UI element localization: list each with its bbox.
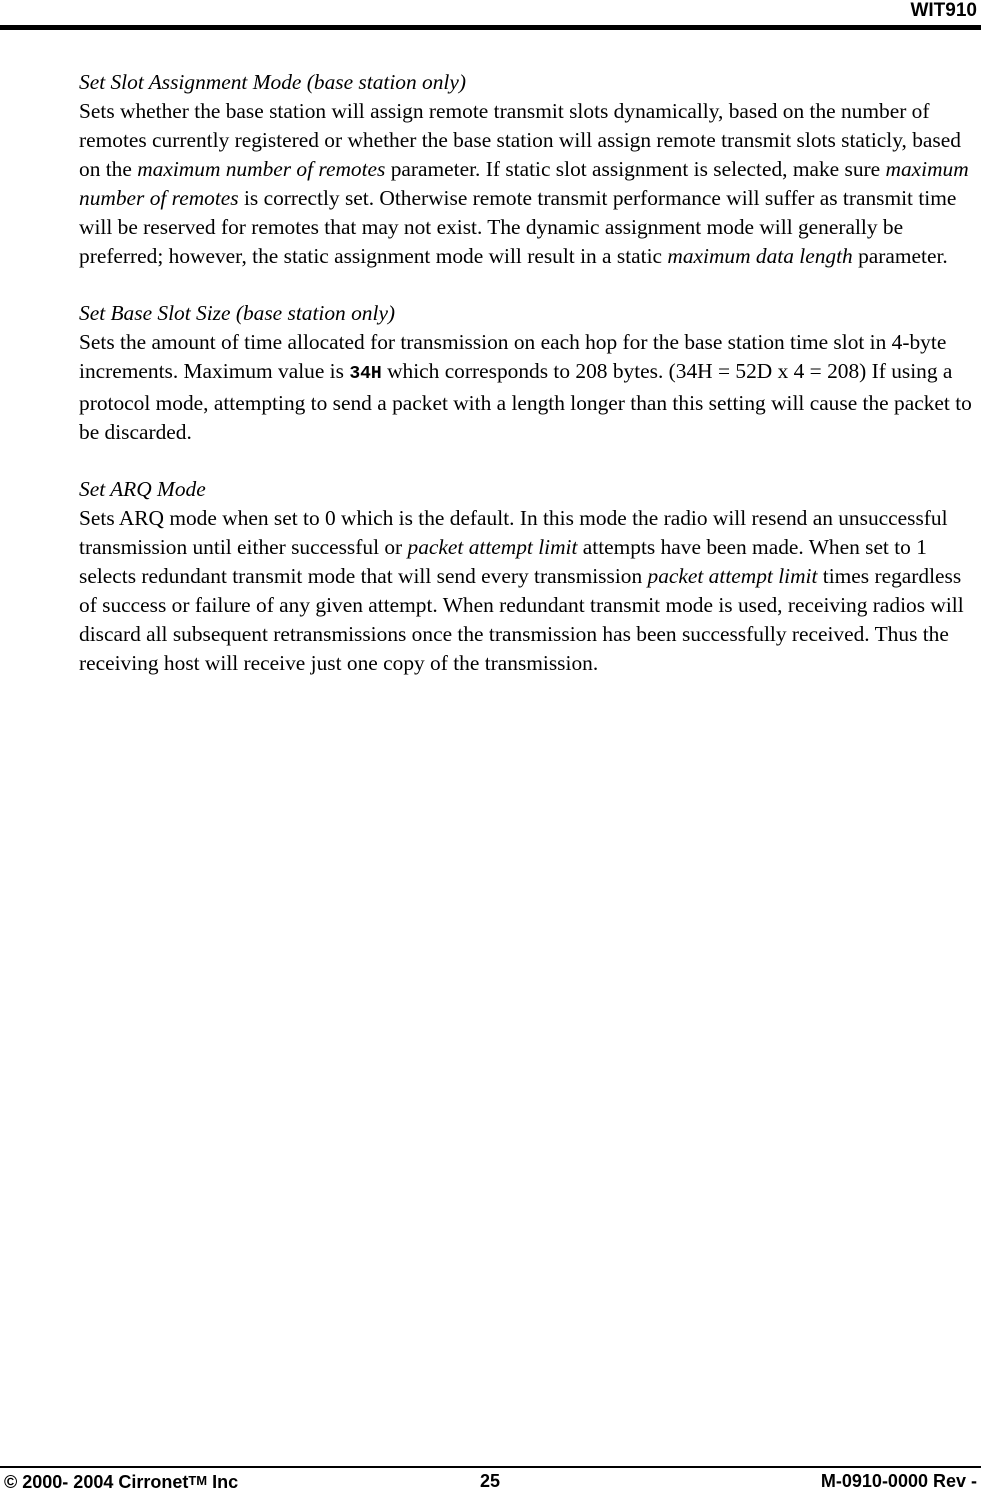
section-title: Set Slot Assignment Mode (base station only) [79, 70, 466, 94]
document-id: M-0910-0000 Rev - [820, 1471, 977, 1491]
body-text: times regardless of success or failure of any given attempt. When redundant transmit mode is used, receiving radios will discard all subsequent retransmissions once the transmission has been successfully received. Thus the receiving host will receive just one copy of the transmission. [79, 564, 964, 675]
section-body [79, 97, 974, 271]
body-text: parameter. If static slot assignment is selected, make sure [385, 157, 886, 181]
body-text: is correctly set. Otherwise remote transmit performance will suffer as transmit time will be reserved for remotes that may not exist. The dynamic assignment mode will generally be preferred; however, the static assignment mode will result in a static [79, 186, 957, 268]
body-text: parameter. [852, 244, 948, 268]
footer-copyright [4, 1471, 238, 1491]
body-text: Sets the amount of time allocated for transmission on each hop for the base station time slot in 4-byte increments. Maximum value is [79, 330, 947, 383]
section-body [79, 504, 974, 678]
hex-value: 34H [349, 364, 382, 384]
section-slot-assignment-mode [79, 68, 974, 271]
body-text: Sets whether the base station will assign remote transmit slots dynamically, based on the number of remotes currently registered or whether the base station will assign remote transmit slots staticly, based on the [79, 99, 961, 181]
header-rule [0, 25, 981, 30]
page-footer [0, 1471, 981, 1491]
param-reference: maximum number of remotes [137, 157, 386, 181]
copyright-icon: © [4, 1472, 18, 1491]
copyright-text: 2000- 2004 Cirronet [17, 1472, 189, 1491]
section-title: Set Base Slot Size (base station only) [79, 301, 396, 325]
body-text: Sets ARQ mode when set to 0 which is the default. In this mode the radio will resend an unsuccessful transmission until either successful or [79, 506, 948, 559]
footer-rule [0, 1466, 981, 1468]
section-arq-mode [79, 475, 974, 678]
header-title: WIT910 [910, 0, 977, 21]
section-body [79, 328, 974, 447]
param-reference: maximum data length [667, 244, 853, 268]
section-base-slot-size [79, 299, 974, 447]
body-text: which corresponds to 208 bytes. (34H = 52D x 4 = 208) If using a protocol mode, attempting to send a packet with a length longer than this setting will cause the packet to be discarded. [79, 359, 972, 444]
param-reference: maximum number of remotes [79, 157, 969, 210]
param-reference: packet attempt limit [647, 564, 818, 588]
page-number: 25 [480, 1471, 501, 1491]
body-text: attempts have been made. When set to 1 selects redundant transmit mode that will send every transmission [79, 535, 927, 588]
trademark-icon: TM [188, 1473, 208, 1488]
company-suffix: Inc [207, 1472, 239, 1491]
section-title: Set ARQ Mode [79, 477, 206, 501]
param-reference: packet attempt limit [407, 535, 578, 559]
document-content [79, 68, 974, 706]
